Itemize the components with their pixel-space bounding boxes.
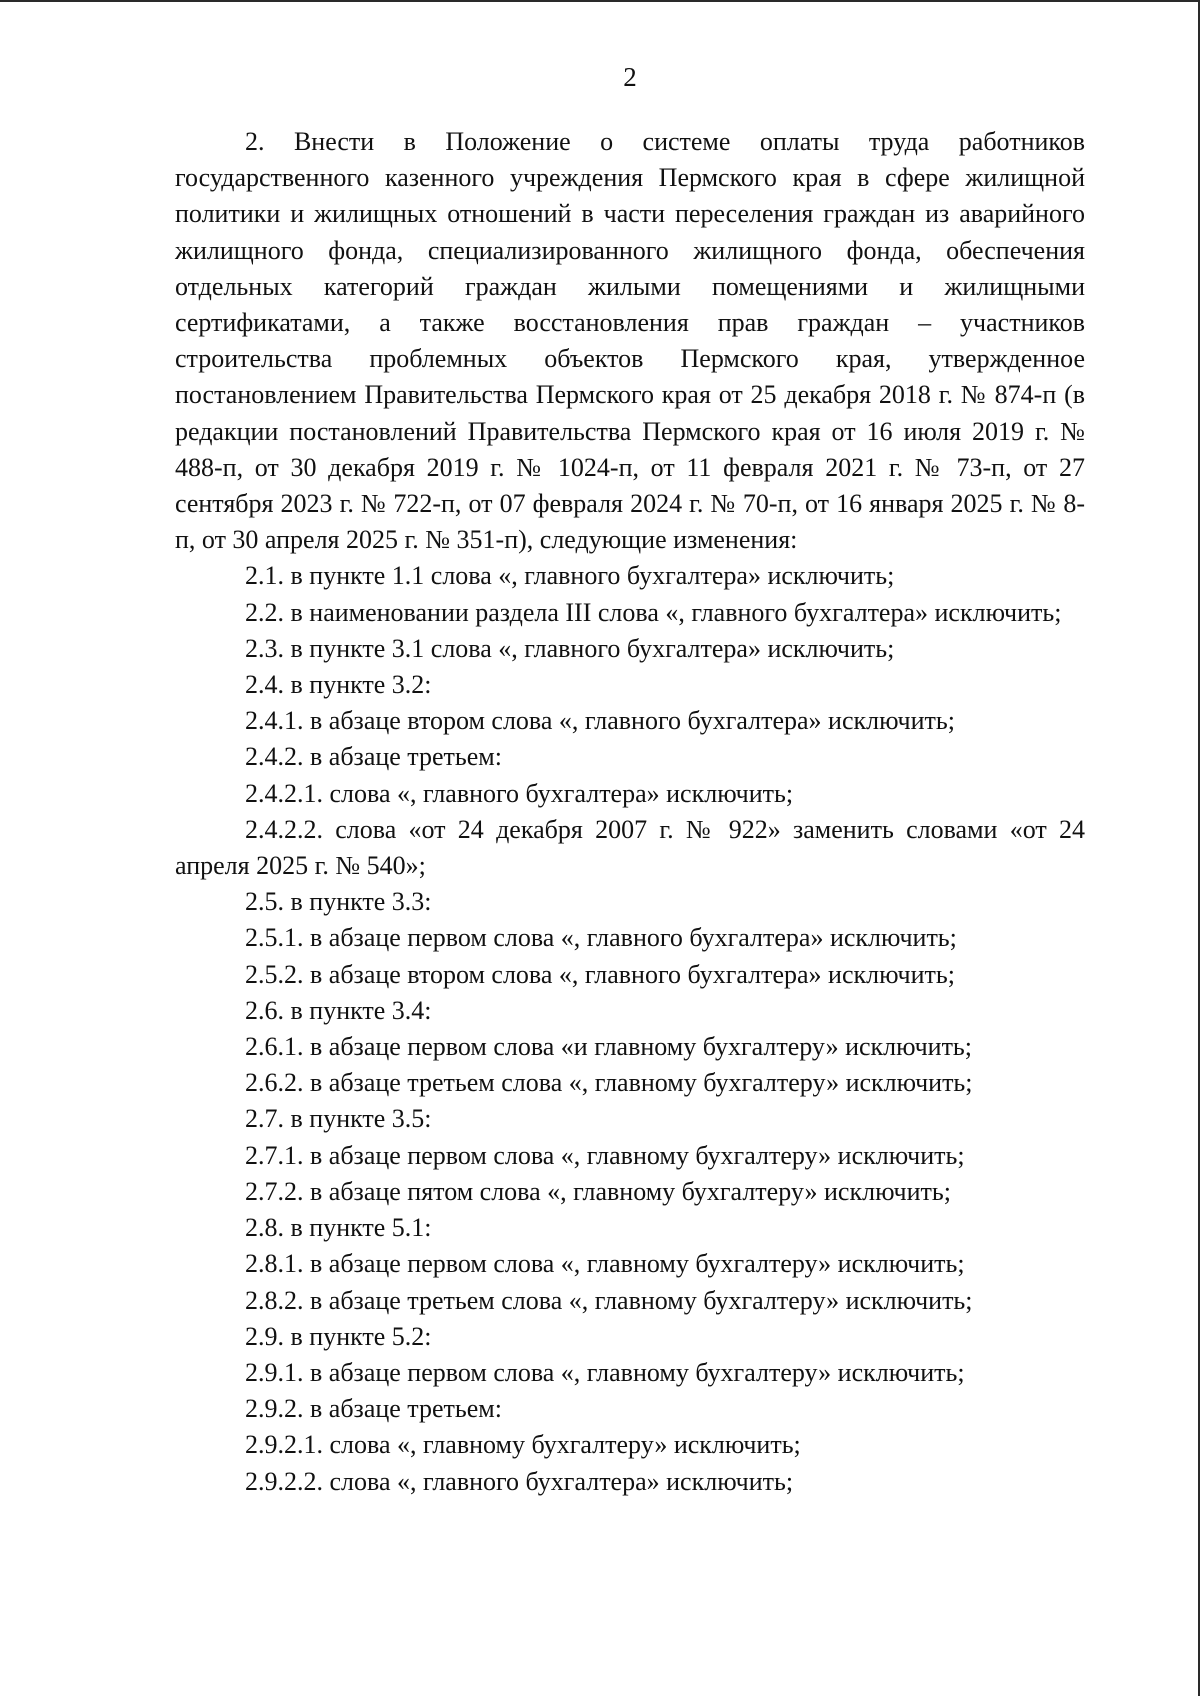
paragraph-2-4-1: 2.4.1. в абзаце втором слова «, главного бухгалтера» исключить;: [245, 706, 955, 736]
paragraph-2-8-2: 2.8.2. в абзаце третьем слова «, главному бухгалтеру» исключить;: [245, 1285, 973, 1315]
paragraph-2-5-1: 2.5.1. в абзаце первом слова «, главного бухгалтера» исключить;: [245, 923, 957, 953]
paragraph-2-2: 2.2. в наименовании раздела III слова «, главного бухгалтера» исключить;: [245, 597, 1062, 627]
paragraph-2-9-1: 2.9.1. в абзаце первом слова «, главному бухгалтеру» исключить;: [245, 1357, 965, 1387]
scan-edge-top: [0, 0, 1200, 2]
page-number: 2: [623, 62, 637, 92]
paragraph-2-6-1: 2.6.1. в абзаце первом слова «и главному бухгалтеру» исключить;: [245, 1032, 973, 1062]
paragraph-2-7-2: 2.7.2. в абзаце пятом слова «, главному бухгалтеру» исключить;: [245, 1176, 951, 1206]
paragraph-2-7: 2.7. в пункте 3.5:: [245, 1104, 432, 1134]
paragraph-intro: 2. Внести в Положение о системе оплаты труда работников государственного казенного учреждения Пермского края в сфере жилищной политики и жилищных отношений в части переселения граждан из аварийного жилищного фонда, специализированного жилищного фонда, обеспечения отдельных категорий граждан жилыми помещениями и жилищными сертификатами, а также восстановления прав граждан – участников строительства проблемных объектов Пермского края, утвержденное постановлением Правительства Пермского края от 25 декабря 2018 г. № 874-п (в редакции постановлений Правительства Пермского края от 16 июля 2019 г. № 488-п, от 30 декабря 2019 г. № 1024-п, от 11 февраля 2021 г. № 73-п, от 27 сентября 2023 г. № 722-п, от 07 февраля 2024 г. № 70-п, от 16 января 2025 г. № 8-п, от 30 апреля 2025 г. № 351-п), следующие изменения:: [175, 127, 1085, 555]
document-body: [175, 124, 1085, 1500]
paragraph-2-4-2-2: 2.4.2.2. слова «от 24 декабря 2007 г. № 922» заменить словами «от 24 апреля 2025 г. № 540»;: [175, 814, 1085, 881]
paragraph-2-4: 2.4. в пункте 3.2:: [245, 670, 432, 700]
paragraph-2-9-2-1: 2.9.2.1. слова «, главному бухгалтеру» исключить;: [245, 1430, 801, 1460]
paragraph-2-4-2: 2.4.2. в абзаце третьем:: [245, 742, 502, 772]
paragraph-2-1: 2.1. в пункте 1.1 слова «, главного бухгалтера» исключить;: [245, 561, 895, 591]
paragraph-2-3: 2.3. в пункте 3.1 слова «, главного бухгалтера» исключить;: [245, 633, 895, 663]
paragraph-2-8-1: 2.8.1. в абзаце первом слова «, главному бухгалтеру» исключить;: [245, 1249, 965, 1279]
paragraph-2-9-2: 2.9.2. в абзаце третьем:: [245, 1394, 502, 1424]
paragraph-2-4-2-1: 2.4.2.1. слова «, главного бухгалтера» исключить;: [245, 778, 794, 808]
paragraph-2-9-2-2: 2.9.2.2. слова «, главного бухгалтера» исключить;: [245, 1466, 794, 1496]
paragraph-2-9: 2.9. в пункте 5.2:: [245, 1321, 432, 1351]
paragraph-2-5-2: 2.5.2. в абзаце втором слова «, главного бухгалтера» исключить;: [245, 959, 955, 989]
paragraph-2-8: 2.8. в пункте 5.1:: [245, 1213, 432, 1243]
paragraph-2-6: 2.6. в пункте 3.4:: [245, 995, 432, 1025]
paragraph-2-7-1: 2.7.1. в абзаце первом слова «, главному бухгалтеру» исключить;: [245, 1140, 965, 1170]
paragraph-2-6-2: 2.6.2. в абзаце третьем слова «, главному бухгалтеру» исключить;: [245, 1068, 973, 1098]
paragraph-2-5: 2.5. в пункте 3.3:: [245, 887, 432, 917]
